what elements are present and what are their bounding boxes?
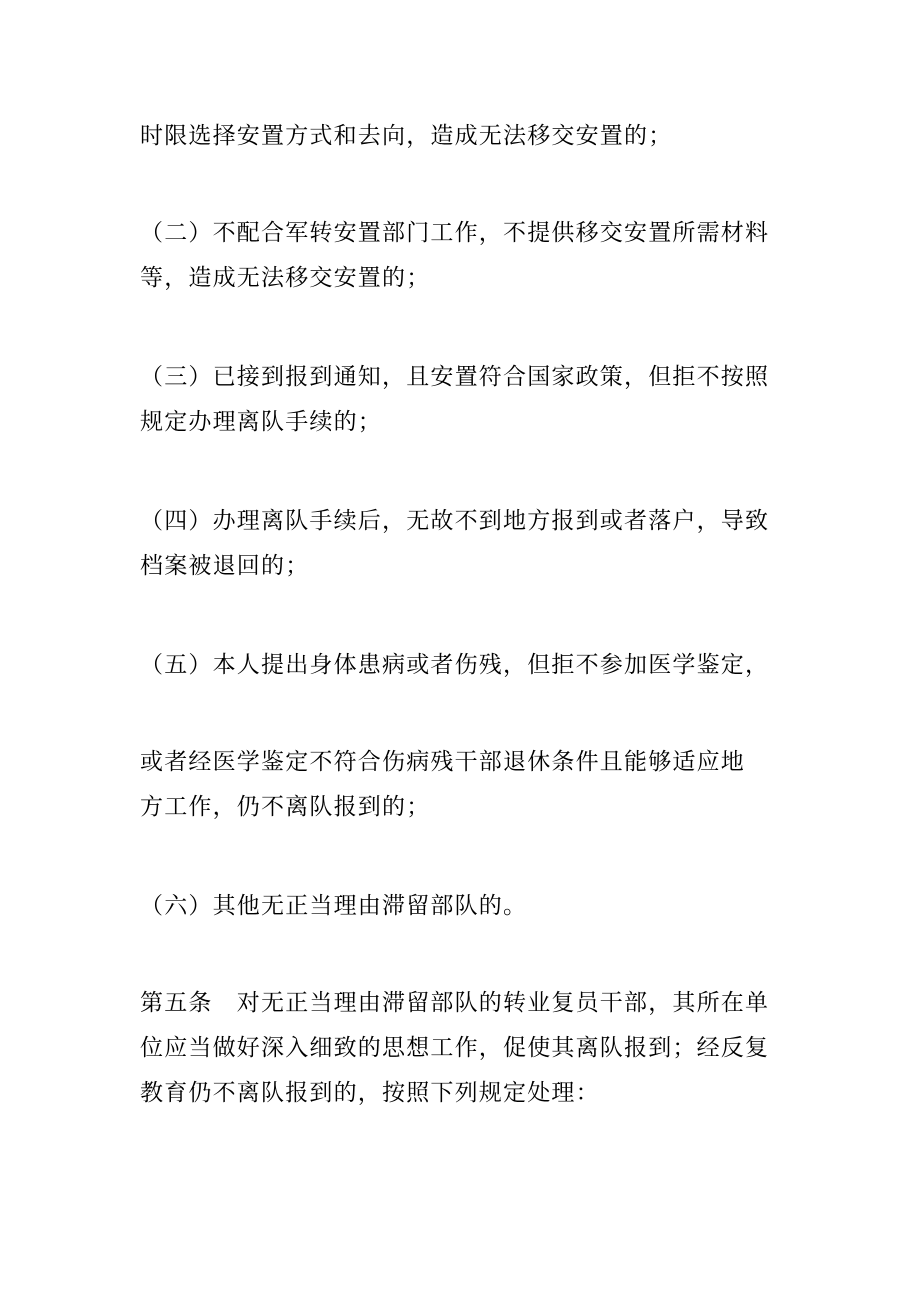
paragraph-continuation [140,114,790,159]
text-line: （五）本人提出身体患病或者伤残，但拒不参加医学鉴定， [140,652,770,678]
paragraph-article-5 [140,981,790,1116]
text-line: 档案被退回的； [140,553,310,579]
paragraph-item-5 [140,643,790,688]
text-line: 第五条 对无正当理由滞留部队的转业复员干部，其所在单 [140,990,770,1016]
text-line: 时限选择安置方式和去向，造成无法移交安置的； [140,123,673,149]
text-line: 位应当做好深入细致的思想工作，促使其离队报到；经反复 [140,1035,770,1061]
text-line: （四）办理离队手续后，无故不到地方报到或者落户，导致 [140,508,770,534]
text-line: 或者经医学鉴定不符合伤病残干部退休条件且能够适应地 [140,749,745,775]
text-line: 方工作，仍不离队报到的； [140,794,431,820]
paragraph-item-3 [140,355,790,445]
paragraph-item-5-continued [140,740,790,830]
paragraph-item-4 [140,499,790,589]
text-line: （三）已接到报到通知，且安置符合国家政策，但拒不按照 [140,364,770,390]
text-line: 教育仍不离队报到的，按照下列规定处理： [140,1080,600,1106]
text-line: 规定办理离队手续的； [140,409,382,435]
paragraph-item-2 [140,211,790,301]
text-line: （六）其他无正当理由滞留部队的。 [140,893,528,919]
text-line: （二）不配合军转安置部门工作，不提供移交安置所需材料 [140,220,770,246]
paragraph-item-6 [140,884,790,929]
text-line: 等，造成无法移交安置的； [140,265,431,291]
